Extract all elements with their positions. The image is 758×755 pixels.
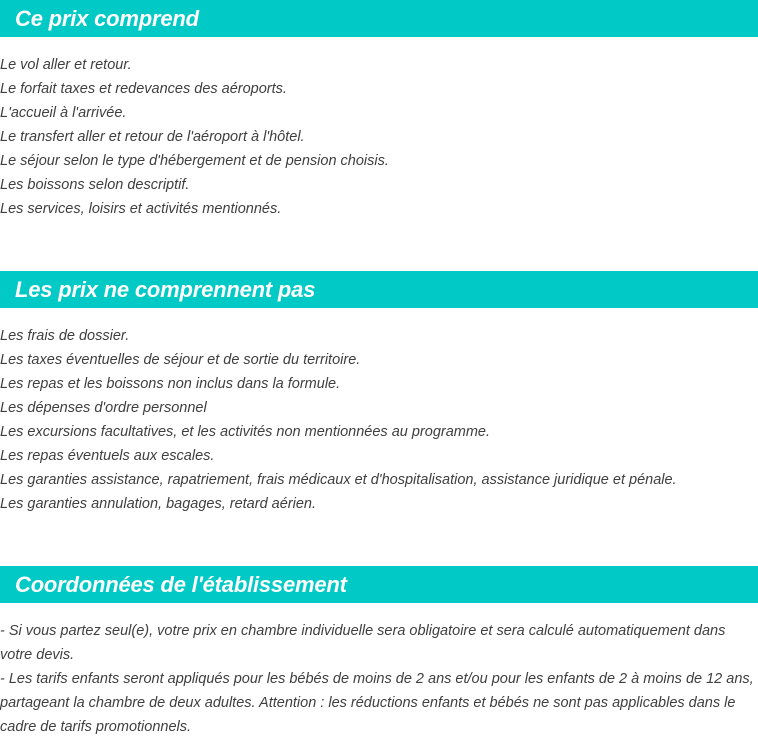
- note-paragraph: - Les tarifs enfants seront appliqués pour les bébés de moins de 2 ans et/ou pour les enfants de 2 à moins de 12 ans, partageant la chambre de deux adultes. Attention : les réductions enfants et bébés ne sont pas applicables dans le cadre de tarifs promotionnels.: [0, 671, 754, 735]
- note-paragraph: - Si vous partez seul(e), votre prix en chambre individuelle sera obligatoire et sera calculé automatiquement dans votre devis.: [0, 623, 726, 663]
- list-item: Les services, loisirs et activités mentionnés.: [0, 201, 282, 217]
- list-item: Le séjour selon le type d'hébergement et de pension choisis.: [0, 153, 389, 169]
- list-item: Les boissons selon descriptif.: [0, 177, 190, 193]
- section-establishment-details: [0, 566, 758, 739]
- section-header-establishment-details: [0, 566, 758, 603]
- section-header-price-includes: [0, 0, 758, 37]
- list-item: Les repas éventuels aux escales.: [0, 448, 215, 464]
- excluded-list: [0, 324, 758, 516]
- list-item: Les excursions facultatives, et les activités non mentionnées au programme.: [0, 424, 491, 440]
- section-price-includes: [0, 0, 758, 221]
- list-item: Le forfait taxes et redevances des aéroports.: [0, 81, 287, 97]
- list-item: L'accueil à l'arrivée.: [0, 105, 127, 121]
- section-title: Les prix ne comprennent pas: [15, 276, 316, 302]
- list-item: Les dépenses d'ordre personnel: [0, 400, 207, 416]
- list-item: Les taxes éventuelles de séjour et de sortie du territoire.: [0, 352, 361, 368]
- included-list: [0, 53, 758, 221]
- list-item: Les garanties assistance, rapatriement, frais médicaux et d'hospitalisation, assistance juridique et pénale.: [0, 472, 677, 488]
- list-item: Les repas et les boissons non inclus dans la formule.: [0, 376, 341, 392]
- list-item: Le vol aller et retour.: [0, 57, 132, 73]
- list-item: Le transfert aller et retour de l'aéroport à l'hôtel.: [0, 129, 305, 145]
- section-title: Coordonnées de l'établissement: [15, 571, 347, 597]
- section-title: Ce prix comprend: [15, 5, 199, 31]
- section-price-excludes: [0, 271, 758, 516]
- section-header-price-excludes: [0, 271, 758, 308]
- list-item: Les frais de dossier.: [0, 328, 130, 344]
- list-item: Les garanties annulation, bagages, retard aérien.: [0, 496, 316, 512]
- establishment-notes: [0, 619, 758, 739]
